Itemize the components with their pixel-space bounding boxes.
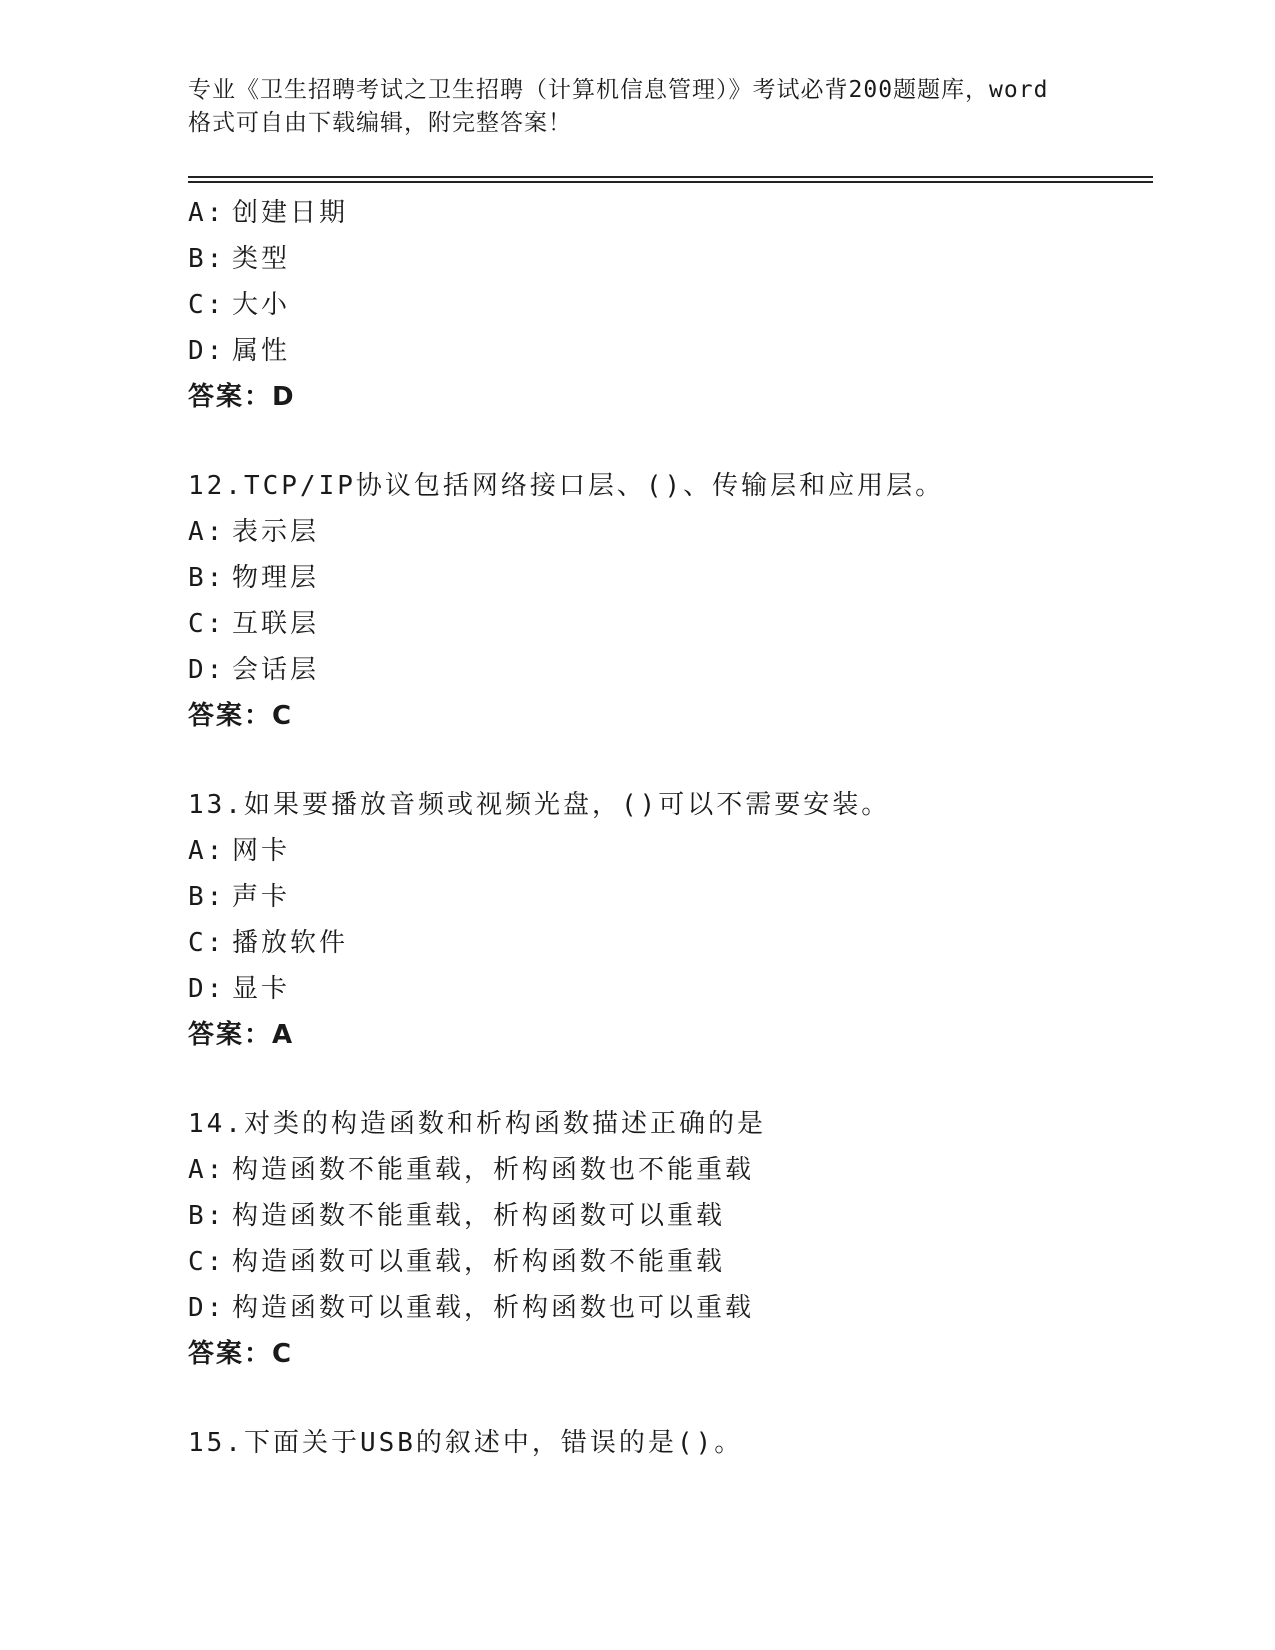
option-d	[188, 1285, 1153, 1331]
option-letter: B:	[188, 244, 226, 274]
header-divider-bottom	[188, 181, 1153, 183]
header-line-1: 专业《卫生招聘考试之卫生招聘（计算机信息管理）》考试必背200题题库，word	[188, 77, 1049, 103]
option-a	[188, 828, 1153, 874]
option-text: 物理层	[232, 563, 320, 593]
option-c	[188, 601, 1153, 647]
question-text: 15.下面关于USB的叙述中，错误的是()。	[188, 1428, 744, 1458]
answer-line: 答案：D	[188, 382, 296, 412]
document-header	[188, 74, 1088, 140]
option-b	[188, 874, 1153, 920]
option-letter: A:	[188, 836, 226, 866]
option-b	[188, 1193, 1153, 1239]
spacer	[188, 1058, 1153, 1101]
option-letter: D:	[188, 655, 226, 685]
option-a	[188, 509, 1153, 555]
option-text: 网卡	[232, 836, 291, 866]
question-11	[188, 190, 1153, 420]
question-text: 13.如果要播放音频或视频光盘，()可以不需要安装。	[188, 790, 891, 820]
option-a	[188, 1147, 1153, 1193]
question-12	[188, 463, 1153, 739]
question-15	[188, 1420, 1153, 1466]
option-c	[188, 282, 1153, 328]
option-letter: B:	[188, 1201, 226, 1231]
spacer	[188, 739, 1153, 782]
option-letter: D:	[188, 336, 226, 366]
option-text: 播放软件	[232, 928, 349, 958]
option-a	[188, 190, 1153, 236]
header-divider-top	[188, 176, 1153, 178]
option-b	[188, 555, 1153, 601]
option-text: 构造函数不能重载，析构函数也不能重载	[232, 1155, 755, 1185]
option-text: 表示层	[232, 517, 320, 547]
option-letter: A:	[188, 1155, 226, 1185]
question-text: 12.TCP/IP协议包括网络接口层、()、传输层和应用层。	[188, 471, 945, 501]
option-c	[188, 920, 1153, 966]
answer-line: 答案：C	[188, 701, 294, 731]
option-text: 互联层	[232, 609, 320, 639]
option-c	[188, 1239, 1153, 1285]
option-letter: C:	[188, 928, 226, 958]
option-letter: C:	[188, 609, 226, 639]
question-list	[188, 190, 1153, 1466]
question-13	[188, 782, 1153, 1058]
option-letter: B:	[188, 882, 226, 912]
option-text: 构造函数可以重载，析构函数不能重载	[232, 1247, 726, 1277]
option-text: 类型	[232, 244, 291, 274]
spacer	[188, 420, 1153, 463]
option-b	[188, 236, 1153, 282]
answer-line: 答案：C	[188, 1339, 294, 1369]
spacer	[188, 1377, 1153, 1420]
option-d	[188, 647, 1153, 693]
question-14	[188, 1101, 1153, 1377]
option-letter: B:	[188, 563, 226, 593]
question-text: 14.对类的构造函数和析构函数描述正确的是	[188, 1109, 766, 1139]
option-letter: A:	[188, 198, 226, 228]
option-letter: D:	[188, 974, 226, 1004]
option-text: 会话层	[232, 655, 320, 685]
option-text: 显卡	[232, 974, 291, 1004]
option-text: 大小	[232, 290, 291, 320]
option-text: 声卡	[232, 882, 291, 912]
option-letter: C:	[188, 1247, 226, 1277]
option-text: 创建日期	[232, 198, 349, 228]
option-letter: A:	[188, 517, 226, 547]
option-letter: C:	[188, 290, 226, 320]
option-text: 构造函数可以重载，析构函数也可以重载	[232, 1293, 755, 1323]
header-line-2: 格式可自由下载编辑，附完整答案！	[188, 110, 572, 136]
option-text: 属性	[232, 336, 291, 366]
answer-line: 答案：A	[188, 1020, 295, 1050]
option-d	[188, 966, 1153, 1012]
option-text: 构造函数不能重载，析构函数可以重载	[232, 1201, 726, 1231]
option-letter: D:	[188, 1293, 226, 1323]
option-d	[188, 328, 1153, 374]
